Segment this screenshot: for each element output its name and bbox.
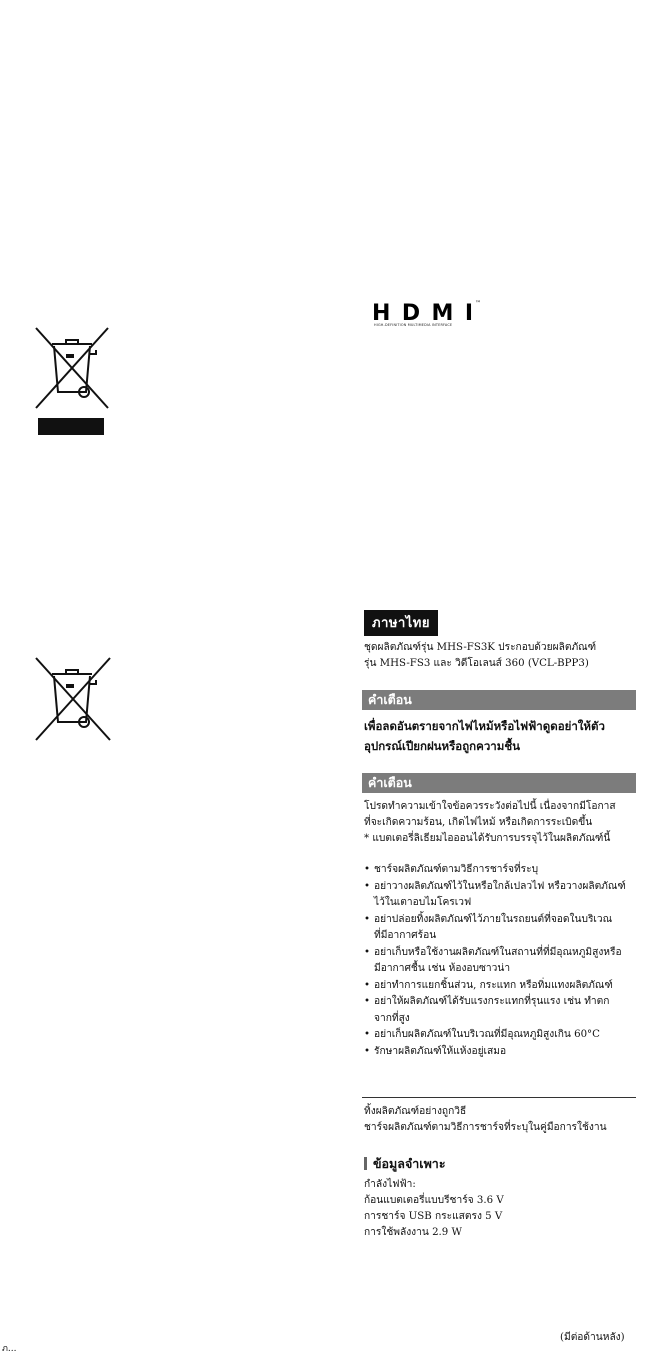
list-item: • อย่าให้ผลิตภัณฑ์ได้รับแรงกระแทกที่รุนแรง เช่น ทำตก จากที่สูง [364, 994, 626, 1027]
hdmi-tagline: HIGH-DEFINITION MULTIMEDIA INTERFACE [374, 323, 453, 327]
precaution-line: * แบตเตอรี่ลิเธียมไอออนได้รับการบรรจุไว้ในผลิตภัณฑ์นี้ [364, 833, 611, 844]
precaution-line: โปรดทำความเข้าใจข้อควรระวังต่อไปนี้ เนื่องจากมีโอกาส [364, 801, 616, 812]
spec-line: การชาร์จ USB กระแสตรง 5 V [364, 1211, 503, 1222]
spec-line: ก้อนแบตเตอรี่แบบรีชาร์จ 3.6 V [364, 1195, 504, 1206]
hdmi-trademark: ™ [475, 300, 481, 307]
list-item: • ชาร์จผลิตภัณฑ์ตามวิธีการชาร์จที่ระบุ [364, 862, 626, 879]
precaution-text [364, 799, 616, 847]
spec-line: กำลังไฟฟ้า: [364, 1179, 416, 1190]
footer-mark: ภ... [2, 1344, 17, 1354]
specs-heading [364, 1155, 446, 1173]
continued-note: (มีต่อด้านหลัง) [560, 1332, 625, 1343]
list-item: • รักษาผลิตภัณฑ์ให้แห้งอยู่เสมอ [364, 1044, 626, 1061]
intro-line: ชุดผลิตภัณฑ์รุ่น MHS-FS3K ประกอบด้วยผลิตภัณฑ์ [364, 642, 597, 653]
weee-black-bar [38, 418, 104, 435]
list-item: • อย่าเก็บผลิตภัณฑ์ในบริเวณที่มีอุณหภูมิสูงเกิน 60°C [364, 1027, 626, 1044]
hdmi-logo [372, 300, 481, 327]
intro-line: รุ่น MHS-FS3 และ วิดีโอเลนส์ 360 (VCL-BPP3) [364, 658, 589, 669]
list-item: • อย่าปล่อยทิ้งผลิตภัณฑ์ไว้ภายในรถยนต์ที่จอดในบริเวณ ที่มีอากาศร้อน [364, 912, 626, 945]
spec-line: การใช้พลังงาน 2.9 W [364, 1227, 462, 1238]
specs-title: ข้อมูลจำเพาะ [373, 1156, 446, 1171]
warning-header: คำเตือน [362, 773, 636, 793]
weee-bin-icon [30, 326, 110, 435]
divider [362, 1097, 636, 1098]
disposal-line: ทิ้งผลิตภัณฑ์อย่างถูกวิธี [364, 1106, 467, 1117]
specs-text [364, 1177, 504, 1241]
battery-weee-bin-icon [30, 656, 110, 742]
list-item: • อย่าเก็บหรือใช้งานผลิตภัณฑ์ในสถานที่ที่มีอุณหภูมิสูงหรือ มีอากาศชื้น เช่น ห้องอบซาวน่า [364, 945, 626, 978]
warning-line: อุปกรณ์เปียกฝนหรือถูกความชื้น [364, 739, 520, 753]
disposal-line: ชาร์จผลิตภัณฑ์ตามวิธีการชาร์จที่ระบุในคู่มือการใช้งาน [364, 1122, 607, 1133]
disposal-text [364, 1104, 607, 1136]
intro-text [364, 640, 596, 672]
list-item: • อย่าวางผลิตภัณฑ์ไว้ในหรือใกล้เปลวไฟ หรือวางผลิตภัณฑ์ ไว้ในเตาอบไมโครเวฟ [364, 879, 626, 912]
list-item: • อย่าทำการแยกชิ้นส่วน, กระแทก หรือทิ่มแทงผลิตภัณฑ์ [364, 978, 626, 995]
heading-bar [364, 1157, 367, 1170]
warning-header: คำเตือน [362, 690, 636, 710]
warning-body [364, 716, 605, 756]
hdmi-wordmark [372, 302, 478, 322]
svg-text:HDMI: HDMI [372, 302, 474, 322]
precaution-line: ที่จะเกิดความร้อน, เกิดไฟไหม้ หรือเกิดการระเบิดขึ้น [364, 817, 593, 828]
warning-line: เพื่อลดอันตรายจากไฟไหม้หรือไฟฟ้าดูดอย่าให้ตัว [364, 719, 605, 733]
precaution-list [364, 862, 626, 1060]
language-tab: ภาษาไทย [364, 610, 438, 636]
